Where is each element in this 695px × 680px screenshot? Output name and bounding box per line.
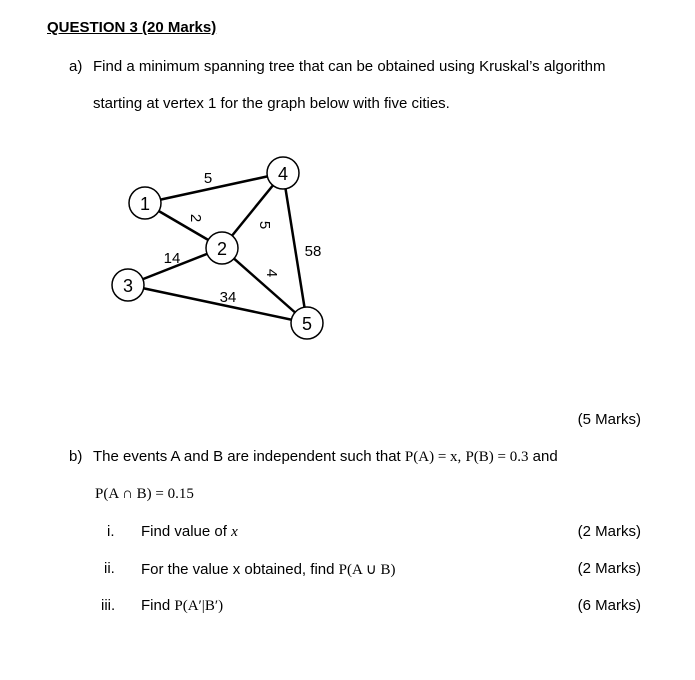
part-b-label: b)	[69, 448, 83, 465]
weight-1-4: 5	[203, 170, 213, 187]
prob-a-and-b: P(A ∩ B) = 0.15	[95, 486, 194, 502]
weight-1-2: 2	[187, 213, 204, 223]
node-2	[206, 232, 238, 264]
part-a-label: a)	[69, 58, 83, 75]
item-ii-label: For the value x obtained, find	[141, 561, 335, 578]
part-b-line-1	[93, 448, 558, 466]
node-3	[112, 269, 144, 301]
node-5-label: 5	[301, 314, 313, 334]
prob-b: P(B) = 0.3	[465, 449, 529, 465]
question-heading: QUESTION 3 (20 Marks)	[47, 19, 217, 36]
weight-4-2: 5	[256, 220, 273, 230]
part-a-line-1: Find a minimum spanning tree that can be obtained using Kruskal’s algorithm	[93, 58, 606, 75]
part-a-marks: (5 Marks)	[577, 411, 641, 428]
item-i-label: Find value of	[141, 523, 227, 540]
edge-4-5	[283, 173, 307, 323]
item-ii-text	[141, 560, 395, 579]
part-a-line-2: starting at vertex 1 for the graph below with five cities.	[93, 95, 450, 112]
item-iii-text	[141, 597, 223, 615]
item-iii-label: Find	[141, 597, 171, 614]
item-i-number: i.	[107, 523, 115, 540]
item-iii-number: iii.	[101, 597, 116, 614]
node-4-label: 4	[277, 164, 289, 184]
item-iii-math: P(A′|B′)	[174, 598, 224, 614]
node-3-label: 3	[122, 276, 134, 296]
weight-2-5: 4	[263, 268, 280, 278]
item-i-marks: (2 Marks)	[577, 523, 641, 540]
node-5	[291, 307, 323, 339]
item-ii-math: P(A ∪ B)	[338, 562, 396, 578]
part-b-intro: The events A and B are independent such that	[93, 448, 401, 465]
edge-3-5	[128, 285, 307, 323]
item-ii-number: ii.	[104, 560, 115, 577]
node-2-label: 2	[216, 239, 228, 259]
and-word: and	[532, 448, 558, 465]
weight-4-5: 58	[304, 243, 322, 260]
item-ii-marks: (2 Marks)	[577, 560, 641, 577]
item-i-math: x	[231, 524, 238, 540]
node-1-label: 1	[139, 194, 151, 214]
item-iii-marks: (6 Marks)	[577, 597, 641, 614]
edge-2-5	[219, 248, 307, 323]
weight-3-2: 14	[163, 250, 181, 267]
node-4	[267, 157, 299, 189]
weight-3-5: 34	[219, 289, 237, 306]
item-i-text	[141, 523, 238, 541]
prob-a: P(A) = x,	[404, 449, 462, 465]
node-1	[129, 187, 161, 219]
